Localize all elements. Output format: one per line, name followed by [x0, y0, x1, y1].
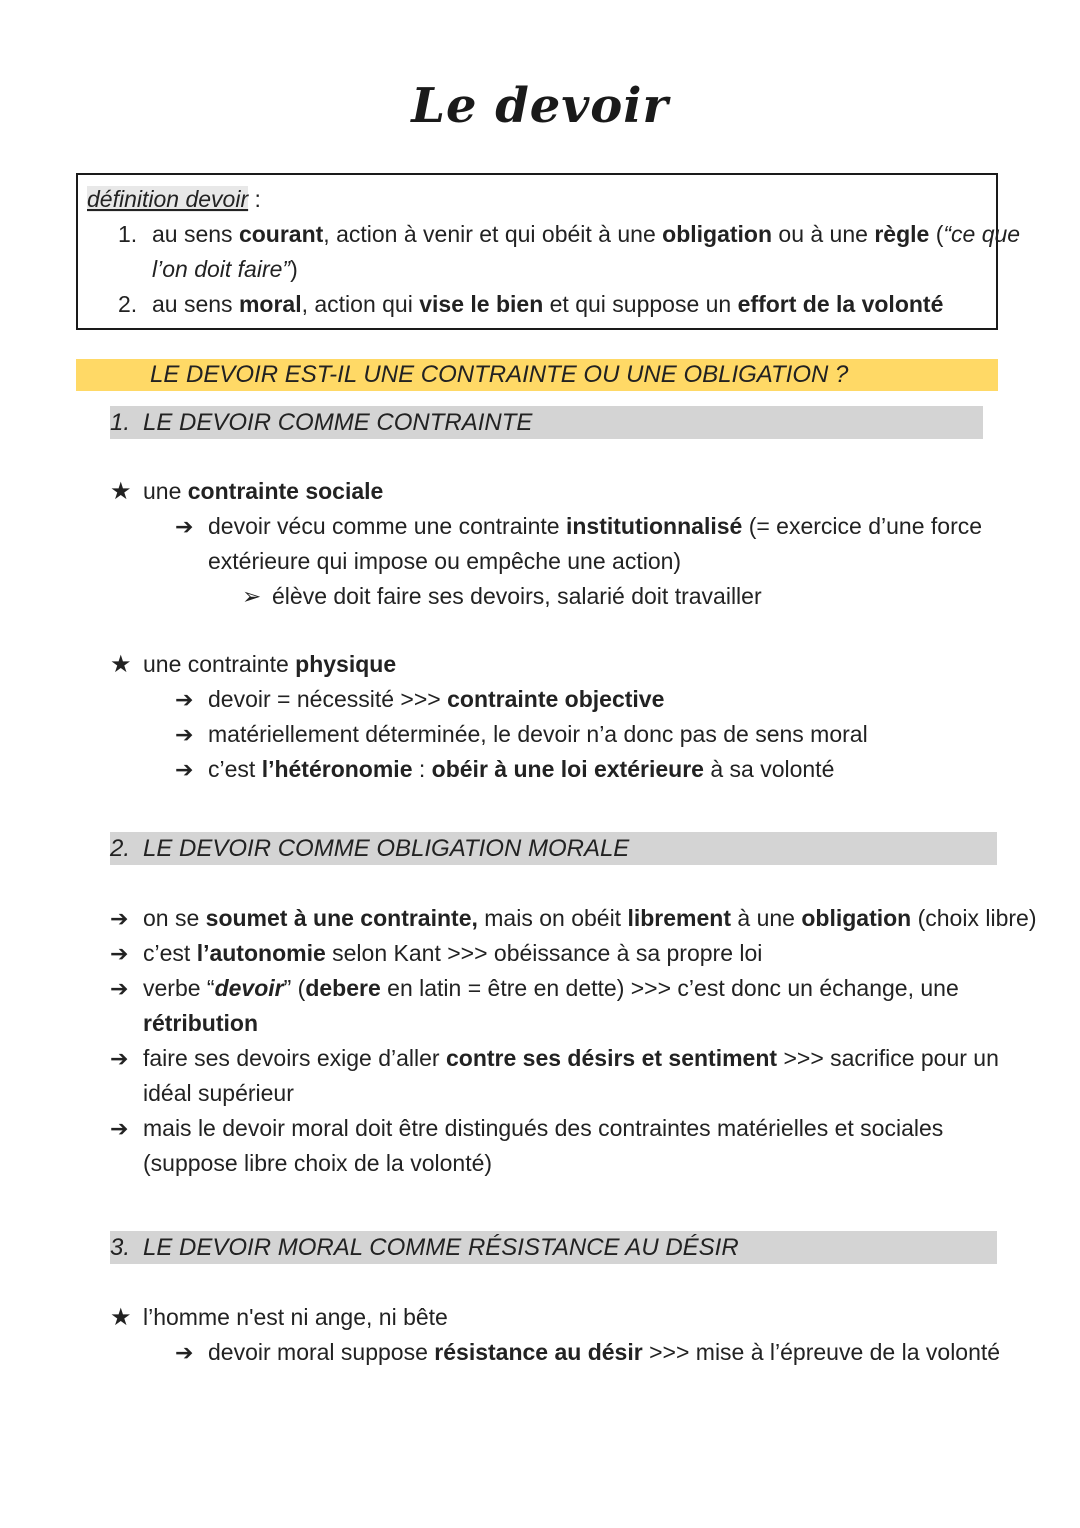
text-run: matériellement déterminée, le devoir n’a donc pas de sens moral: [208, 721, 868, 747]
s2-line-7: [143, 1111, 943, 1146]
s1-line-8: [208, 752, 834, 787]
text-run: , action à venir et qui obéit à une: [323, 221, 663, 247]
definition-item-1-number: 1.: [118, 221, 138, 247]
text-run: (suppose libre choix de la volonté): [143, 1150, 493, 1176]
definition-label: définition devoir: [87, 186, 249, 212]
text-run: contrainte sociale: [187, 478, 384, 504]
s2-line-5: [143, 1041, 999, 1076]
definition-colon: :: [248, 186, 261, 212]
section-1-title: LE DEVOIR COMME CONTRAINTE: [143, 409, 533, 436]
s2-line-8: [143, 1146, 492, 1181]
text-run: l’autonomie: [196, 940, 326, 966]
text-run: verbe “: [143, 975, 215, 1001]
text-run: ou à une: [772, 221, 875, 247]
page-title: Le devoir: [411, 78, 669, 134]
text-run: contrainte objective: [447, 686, 665, 712]
arrow-bullet-icon: ➔: [110, 941, 129, 966]
definition-item-2-line-1: [152, 287, 943, 322]
text-run: c’est: [143, 940, 197, 966]
section-3-number: 3.: [110, 1234, 131, 1261]
text-run: (choix libre): [911, 905, 1037, 931]
s3-line-1: [143, 1300, 448, 1335]
arrow-bullet-icon: ➔: [175, 757, 194, 782]
text-run: >>> mise à l’épreuve de la volonté: [642, 1339, 1001, 1365]
text-run: devoir vécu comme une contrainte: [208, 513, 566, 539]
text-run: l’homme n'est ni ange, ni bête: [143, 1304, 448, 1330]
arrow-bullet-icon: ➔: [175, 687, 194, 712]
definition-heading: [87, 182, 261, 217]
text-run: l’hétéronomie: [261, 756, 413, 782]
text-run: devoir = nécessité >>>: [208, 686, 448, 712]
star-bullet-icon: ★: [110, 478, 132, 505]
text-run: résistance au désir: [434, 1339, 643, 1365]
s1-line-4: [272, 579, 762, 614]
s1-line-3: [208, 544, 681, 579]
text-run: >>> sacrifice pour un: [777, 1045, 999, 1071]
arrow-bullet-icon: ➔: [175, 722, 194, 747]
text-run: une contrainte: [143, 651, 296, 677]
s2-line-4: [143, 1006, 258, 1041]
text-run: au sens: [152, 221, 239, 247]
text-run: l’on doit faire”: [152, 256, 291, 282]
text-run: obligation: [801, 905, 912, 931]
text-run: ” (: [283, 975, 306, 1001]
s2-line-6: [143, 1076, 294, 1111]
text-run: devoir moral suppose: [208, 1339, 435, 1365]
arrow-bullet-icon: ➔: [175, 514, 194, 539]
s2-line-1: [143, 901, 1036, 936]
text-run: librement: [627, 905, 731, 931]
section-3-title: LE DEVOIR MORAL COMME RÉSISTANCE AU DÉSIR: [143, 1234, 739, 1261]
text-run: physique: [295, 651, 397, 677]
text-run: ): [290, 256, 298, 282]
text-run: obligation: [662, 221, 773, 247]
text-run: mais le devoir moral doit être distingués des contraintes matérielles et sociales: [143, 1115, 944, 1141]
definition-item-2-number: 2.: [118, 291, 138, 317]
text-run: élève doit faire ses devoirs, salarié doit travailler: [272, 583, 762, 609]
text-run: institutionnalisé: [565, 513, 743, 539]
s2-line-2: [143, 936, 762, 971]
text-run: “ce que: [943, 221, 1021, 247]
text-run: à une: [731, 905, 802, 931]
text-run: au sens: [152, 291, 239, 317]
arrow-bullet-icon: ➔: [110, 906, 129, 931]
text-run: et qui suppose un: [543, 291, 738, 317]
text-run: vise le bien: [419, 291, 544, 317]
text-run: à sa volonté: [703, 756, 835, 782]
arrow-bullet-icon: ➔: [175, 1340, 194, 1365]
text-run: devoir: [214, 975, 284, 1001]
s1-line-6: [208, 682, 664, 717]
text-run: selon Kant >>> obéissance à sa propre loi: [325, 940, 763, 966]
text-run: effort de la volonté: [737, 291, 944, 317]
text-run: en latin = être en dette) >>> c’est donc un échange, une: [380, 975, 959, 1001]
section-2-title: LE DEVOIR COMME OBLIGATION MORALE: [143, 835, 630, 862]
text-run: idéal supérieur: [143, 1080, 294, 1106]
text-run: obéir à une loi extérieure: [431, 756, 704, 782]
text-run: une: [143, 478, 188, 504]
text-run: (= exercice d’une force: [742, 513, 983, 539]
text-run: faire ses devoirs exige d’aller: [143, 1045, 446, 1071]
text-run: courant: [238, 221, 324, 247]
text-run: c’est: [208, 756, 262, 782]
s2-line-3: [143, 971, 959, 1006]
arrow-bullet-icon: ➔: [110, 1116, 129, 1141]
definition-item-1-line-2: [152, 252, 298, 287]
s1-line-1: [143, 474, 383, 509]
section-2-number: 2.: [110, 835, 131, 862]
text-run: règle: [874, 221, 930, 247]
section-1-number: 1.: [110, 409, 131, 436]
text-run: extérieure qui impose ou empêche une action): [208, 548, 682, 574]
text-run: debere: [305, 975, 381, 1001]
arrow-bullet-icon: ➔: [110, 1046, 129, 1071]
text-run: rétribution: [143, 1010, 258, 1036]
text-run: , action qui: [301, 291, 420, 317]
star-bullet-icon: ★: [110, 1304, 132, 1331]
text-run: mais on obéit: [477, 905, 628, 931]
main-question: LE DEVOIR EST-IL UNE CONTRAINTE OU UNE OBLIGATION ?: [150, 361, 849, 388]
pointer-bullet-icon: ➢: [242, 583, 262, 609]
text-run: soumet à une contrainte,: [205, 905, 478, 931]
text-run: contre ses désirs et sentiment: [445, 1045, 778, 1071]
text-run: moral: [238, 291, 302, 317]
s1-line-7: [208, 717, 868, 752]
text-run: on se: [143, 905, 206, 931]
star-bullet-icon: ★: [110, 651, 132, 678]
arrow-bullet-icon: ➔: [110, 976, 129, 1001]
text-run: :: [412, 756, 432, 782]
text-run: (: [929, 221, 944, 247]
s3-line-2: [208, 1335, 1000, 1370]
definition-item-1-line-1: [152, 217, 1020, 252]
s1-line-5: [143, 647, 396, 682]
s1-line-2: [208, 509, 982, 544]
